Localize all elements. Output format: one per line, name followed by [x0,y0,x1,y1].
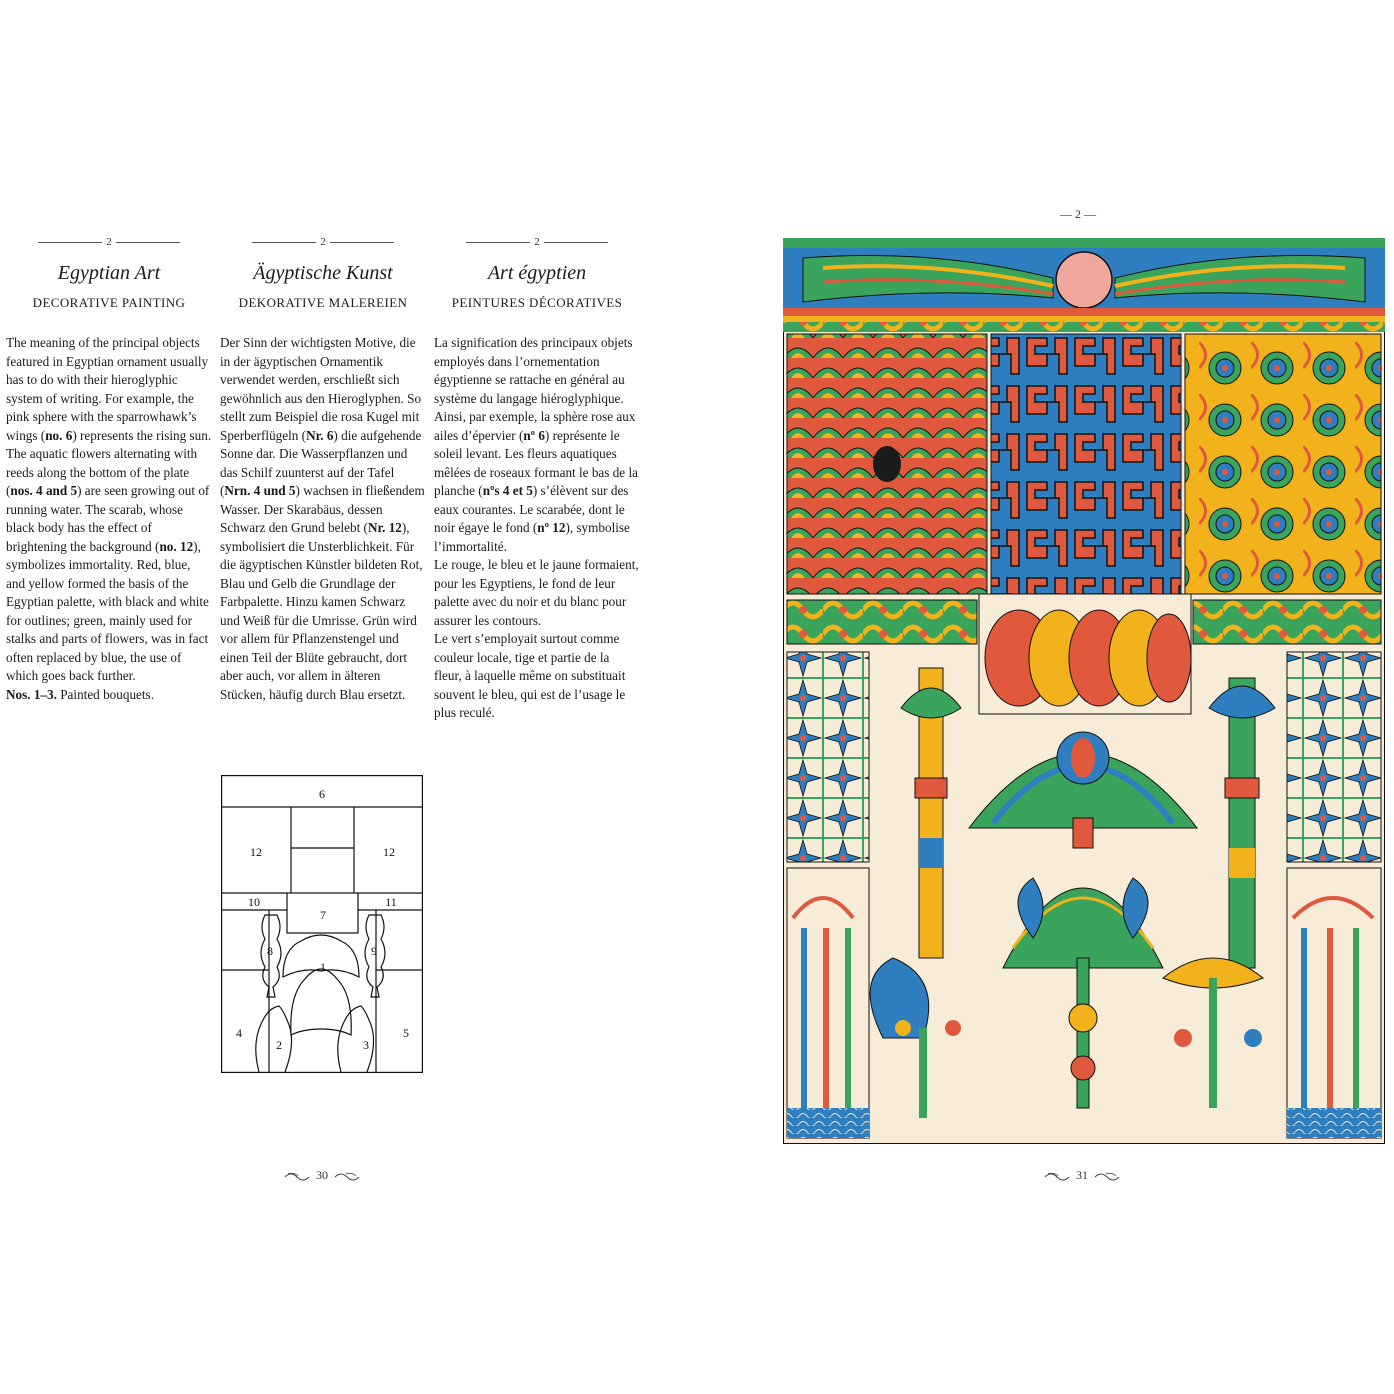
key-label-4: 4 [236,1026,242,1040]
scroll-ornament-icon [284,1171,310,1181]
body-text: The meaning of the principal objects featured in Egyptian ornament usually has to do with their hieroglyphic system of writing. For example, the pink sphere with the sparrowhawk’s wings ( [6,335,209,443]
winged-sun-frieze [783,238,1385,332]
body-text: Painted bouquets. [56,686,154,702]
page-number: 30 [316,1168,328,1182]
section-rule [220,232,426,252]
plate-key-diagram [221,775,423,1073]
column-english [6,232,212,704]
column-subtitle: DECORATIVE PAINTING [32,295,186,310]
key-label-11: 11 [385,895,397,909]
plate-reference: nos. 4 and 5 [10,483,78,498]
key-label-12: 12 [383,845,395,859]
column-subtitle: DEKORATIVE MALEREIEN [238,295,408,310]
column-body [220,334,426,704]
egyptian-ornament-plate [783,238,1385,1144]
section-number: 2 [534,236,540,248]
column-german [220,232,426,704]
column-title: Art égyptien [487,262,587,284]
section-rule [434,232,640,252]
body-text: ) die aufgehende Sonne dar. Die Wasserpflanzen und das Schilf zuunterst auf der Tafel ( [220,427,422,498]
body-text: ) are seen growing out of running water. The scarab, whose black body has the effect of brightening the background ( [6,483,210,554]
body-text: ) represents the rising sun. The aquatic flowers alternating with reeds along the bottom of the plate ( [6,427,212,498]
plate-reference: Nrn. 4 und 5 [224,483,296,498]
body-text: ), symbolizes immortality. Red, blue, and yellow formed the basis of the Egyptian palette, with black and white for outlines; green, mainly used for stalks and parts of flowers, was in fact often replaced by blue, the use of which goes back further. [6,538,209,683]
star-panel-right [1287,652,1381,862]
body-paragraph [434,630,640,723]
reed-panel-right [1287,868,1381,1138]
spiral-band-left [787,600,977,644]
body-paragraph [220,334,426,704]
plate-reference: nºs 4 et 5 [482,483,533,498]
column-body [434,334,640,723]
section-number: 2 [106,236,112,248]
plate-reference: nº 6 [523,427,545,443]
body-text: Der Sinn der wichtigsten Motive, die in der ägyptischen Ornamentik verwendet werden, erschließt sich gewöhnlich aus den Hieroglyphen. So stellt zum Beispiel die rosa Kugel mit Sperberflügeln ( [220,335,422,443]
plate-reference: Nr. 12 [367,520,402,535]
section-number: 2 [320,236,326,248]
body-text: ) s’élèvent sur des eaux courantes. Le scarabée, dont le noir égaye le fond ( [434,483,629,535]
key-label-1: 1 [320,960,326,974]
column-subtitle: PEINTURES DÉCORATIVES [451,295,623,310]
plate-reference: nº 12 [537,520,566,535]
key-label-10: 10 [248,895,260,909]
body-text: Le rouge, le bleu et le jaune formaient, pour les Egyptiens, le fond de leur palette avec du noir et du blanc pour assurer les contours. [434,557,639,628]
plate-reference: no. 6 [45,427,73,443]
key-label-6: 6 [319,787,325,801]
page-number: 31 [1076,1168,1088,1182]
key-label-8: 8 [267,944,273,958]
body-text: ) wachsen in fließendem Wasser. Der Skarabäus, dessen Schwarz den Grund belebt ( [220,483,425,535]
scroll-ornament-icon [334,1171,360,1181]
key-label-9: 9 [371,944,377,958]
key-label-7: 7 [320,908,326,922]
page-number-right [1044,1168,1120,1183]
page-number-left [284,1168,360,1183]
scroll-ornament-icon [1094,1171,1120,1181]
column-french [434,232,640,723]
body-paragraph [6,334,212,686]
scroll-ornament-icon [1044,1171,1070,1181]
body-paragraph [434,556,640,630]
plate-reference: Nos. 1–3. [6,686,57,702]
body-paragraph [6,686,212,705]
body-text: ) représente le soleil levant. Les fleurs aquatiques mêlées de roseaux formant le bas de la planche ( [434,427,638,498]
body-text: La signification des principaux objets employés dans l’ornementation égyptienne se rattache en général au système du langage hiéroglyphique. Ainsi, par exemple, la sphère rose aux ailes d’épervier ( [434,335,636,443]
key-label-12: 12 [250,845,262,859]
column-body [6,334,212,704]
key-label-2: 2 [276,1038,282,1052]
body-text: ), symbolisiert die Unsterblichkeit. Für die ägyptischen Künstler bildeten Rot, Blau und Gelb die Grundlage der Farbpalette. Hinzu kamen Schwarz und Weiß für die Umrisse. Grün wird vor allem für Pflanzenstengel und einen Teil der Blüte gebraucht, dort aber auch, vor allem in älteren Stücken, häufig durch Blau ersetzt. [220,520,423,702]
plate-label: — 2 — [1060,207,1096,221]
star-panel-left [787,652,869,862]
spiral-band-right [1193,600,1381,644]
body-text: ), symbolise l’immortalité. [434,520,630,554]
vases [979,594,1191,714]
key-label-5: 5 [403,1026,409,1040]
plate-reference: Nr. 6 [306,427,334,443]
rosette-panel [1185,334,1381,594]
plate-reference: no. 12 [159,538,194,554]
scarab [873,446,901,482]
section-rule [6,232,212,252]
key-label-3: 3 [363,1038,369,1052]
body-paragraph [434,334,640,556]
column-title: Egyptian Art [57,262,161,284]
fret-panel [991,334,1181,594]
column-title: Ägyptische Kunst [253,262,393,284]
body-text: Le vert s’employait surtout comme couleur locale, tige et partie de la fleur, à laquelle même on substituait souvent le bleu, qui est de l’usage le plus reculé. [434,631,626,720]
reed-panel-left [787,868,869,1138]
